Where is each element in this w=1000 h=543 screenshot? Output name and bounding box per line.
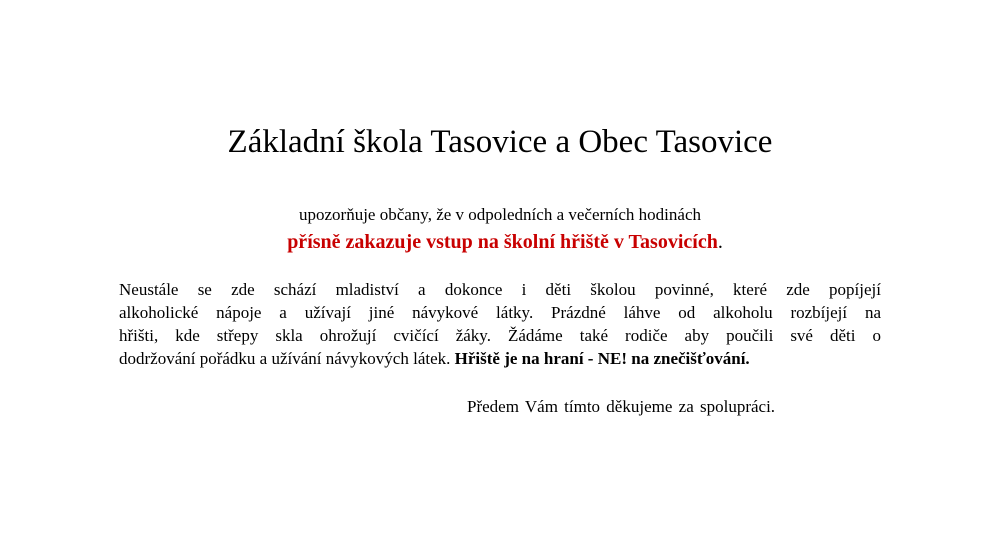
paragraph-last-text: dodržování pořádku a užívání návykových látek. bbox=[119, 349, 455, 368]
paragraph-bold-text: Hřiště je na hraní - NE! na znečišťování. bbox=[454, 349, 750, 368]
paragraph-line: alkoholické nápoje a užívají jiné návykové látky. Prázdné láhve od alkoholu rozbíjejí na bbox=[119, 303, 881, 322]
warning-text: přísně zakazuje vstup na školní hřiště v Tasovicích bbox=[287, 231, 718, 253]
notice-title: Základní škola Tasovice a Obec Tasovice bbox=[227, 124, 773, 160]
paragraph-line: hřišti, kde střepy skla ohrožují cvičící žáky. Žádáme také rodiče aby poučili své děti o bbox=[119, 326, 881, 345]
notice-paragraph bbox=[119, 278, 881, 370]
warning-line bbox=[0, 228, 1000, 256]
thanks-line: Předem Vám tímto děkujeme za spolupráci. bbox=[467, 397, 776, 416]
paragraph-line-last bbox=[119, 347, 881, 370]
warning-period: . bbox=[717, 231, 723, 253]
notice-subtitle: upozorňuje občany, že v odpoledních a večerních hodinách bbox=[298, 205, 701, 224]
paragraph-line: Neustále se zde schází mladiství a dokonce i děti školou povinné, které zde popíjejí bbox=[119, 280, 881, 299]
